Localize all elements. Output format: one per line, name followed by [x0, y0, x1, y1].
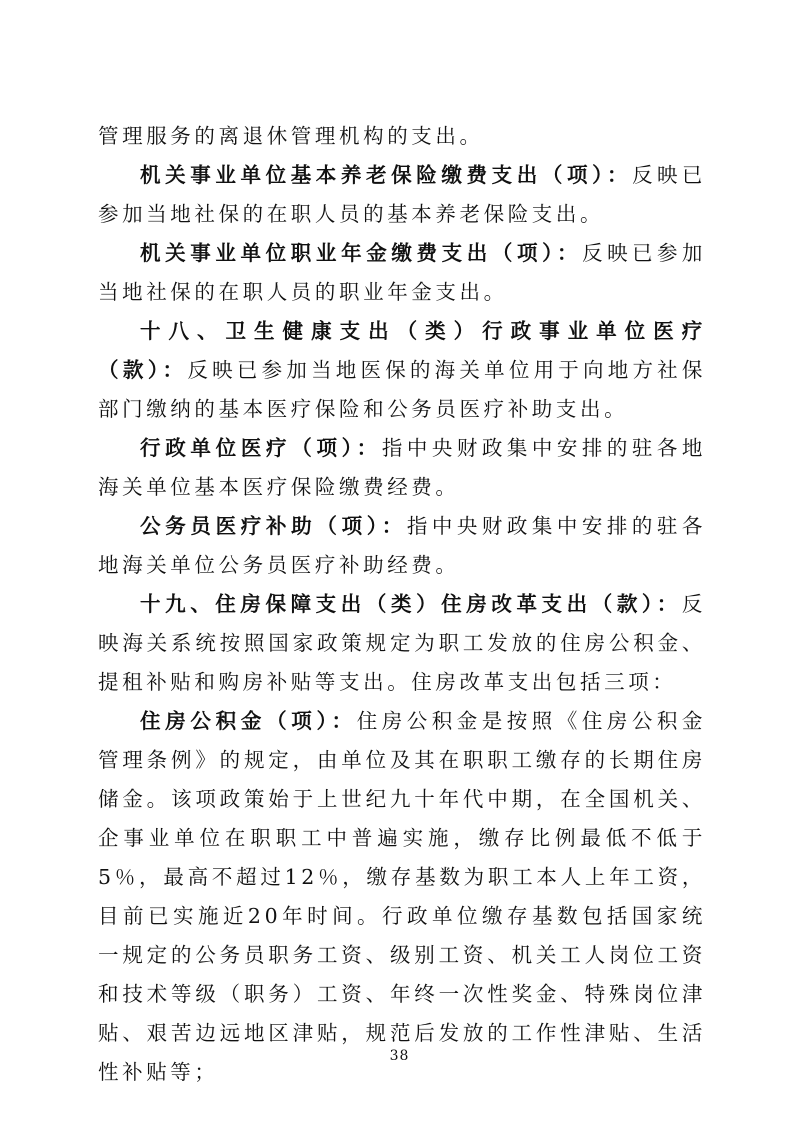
- paragraph-4: [98, 312, 706, 429]
- document-body: [98, 117, 706, 1092]
- page-number: 38: [389, 1048, 410, 1064]
- paragraph-6-term: 公务员医疗补助（项）：: [140, 514, 407, 538]
- paragraph-5-term: 行政单位医疗（项）：: [140, 436, 382, 460]
- paragraph-3-term: 机关事业单位职业年金缴费支出（项）：: [140, 241, 583, 265]
- paragraph-8-text: 住房公积金是按照《住房公积金管理条例》的规定，由单位及其在职职工缴存的长期住房储金。该项政策始于上世纪九十年代中期，在全国机关、企事业单位在职职工中普遍实施，缴存比例最低不低于5％，最高不超过12％，缴存基数为职工本人上年工资，目前已实施近20年时间。行政单位缴存基数包括国家统一规定的公务员职务工资、级别工资、机关工人岗位工资和技术等级（职务）工资、年终一次性奖金、特殊岗位津贴、艰苦边远地区津贴，规范后发放的工作性津贴、生活性补贴等；: [98, 709, 707, 1084]
- paragraph-5-text: 指中央财政集中安排的驻各地海关单位基本医疗保险缴费经费。: [98, 436, 706, 499]
- paragraph-8-term: 住房公积金（项）：: [140, 709, 357, 733]
- paragraph-3: [98, 234, 706, 312]
- paragraph-2: [98, 156, 706, 234]
- paragraph-1: [98, 117, 706, 156]
- paragraph-1-text: 管理服务的离退休管理机构的支出。: [98, 124, 484, 148]
- paragraph-8: [98, 702, 706, 1092]
- paragraph-4-term: 十八、卫生健康支出（类）行政事业单位医疗（款）：: [98, 319, 706, 382]
- paragraph-6-text: 指中央财政集中安排的驻各地海关单位公务员医疗补助经费。: [98, 514, 706, 577]
- paragraph-2-text: 反映已参加当地社保的在职人员的基本养老保险支出。: [98, 163, 706, 226]
- paragraph-7: [98, 585, 706, 702]
- paragraph-5: [98, 429, 706, 507]
- paragraph-6: [98, 507, 706, 585]
- paragraph-2-term: 机关事业单位基本养老保险缴费支出（项）：: [140, 163, 633, 187]
- paragraph-3-text: 反映已参加当地社保的在职人员的职业年金支出。: [98, 241, 707, 304]
- paragraph-4-text: 反映已参加当地医保的海关单位用于向地方社保部门缴纳的基本医疗保险和公务员医疗补助支出。: [98, 358, 706, 421]
- paragraph-7-term: 十九、住房保障支出（类）住房改革支出（款）：: [140, 592, 682, 616]
- paragraph-7-text: 反映海关系统按照国家政策规定为职工发放的住房公积金、提租补贴和购房补贴等支出。住房改革支出包括三项：: [98, 592, 706, 694]
